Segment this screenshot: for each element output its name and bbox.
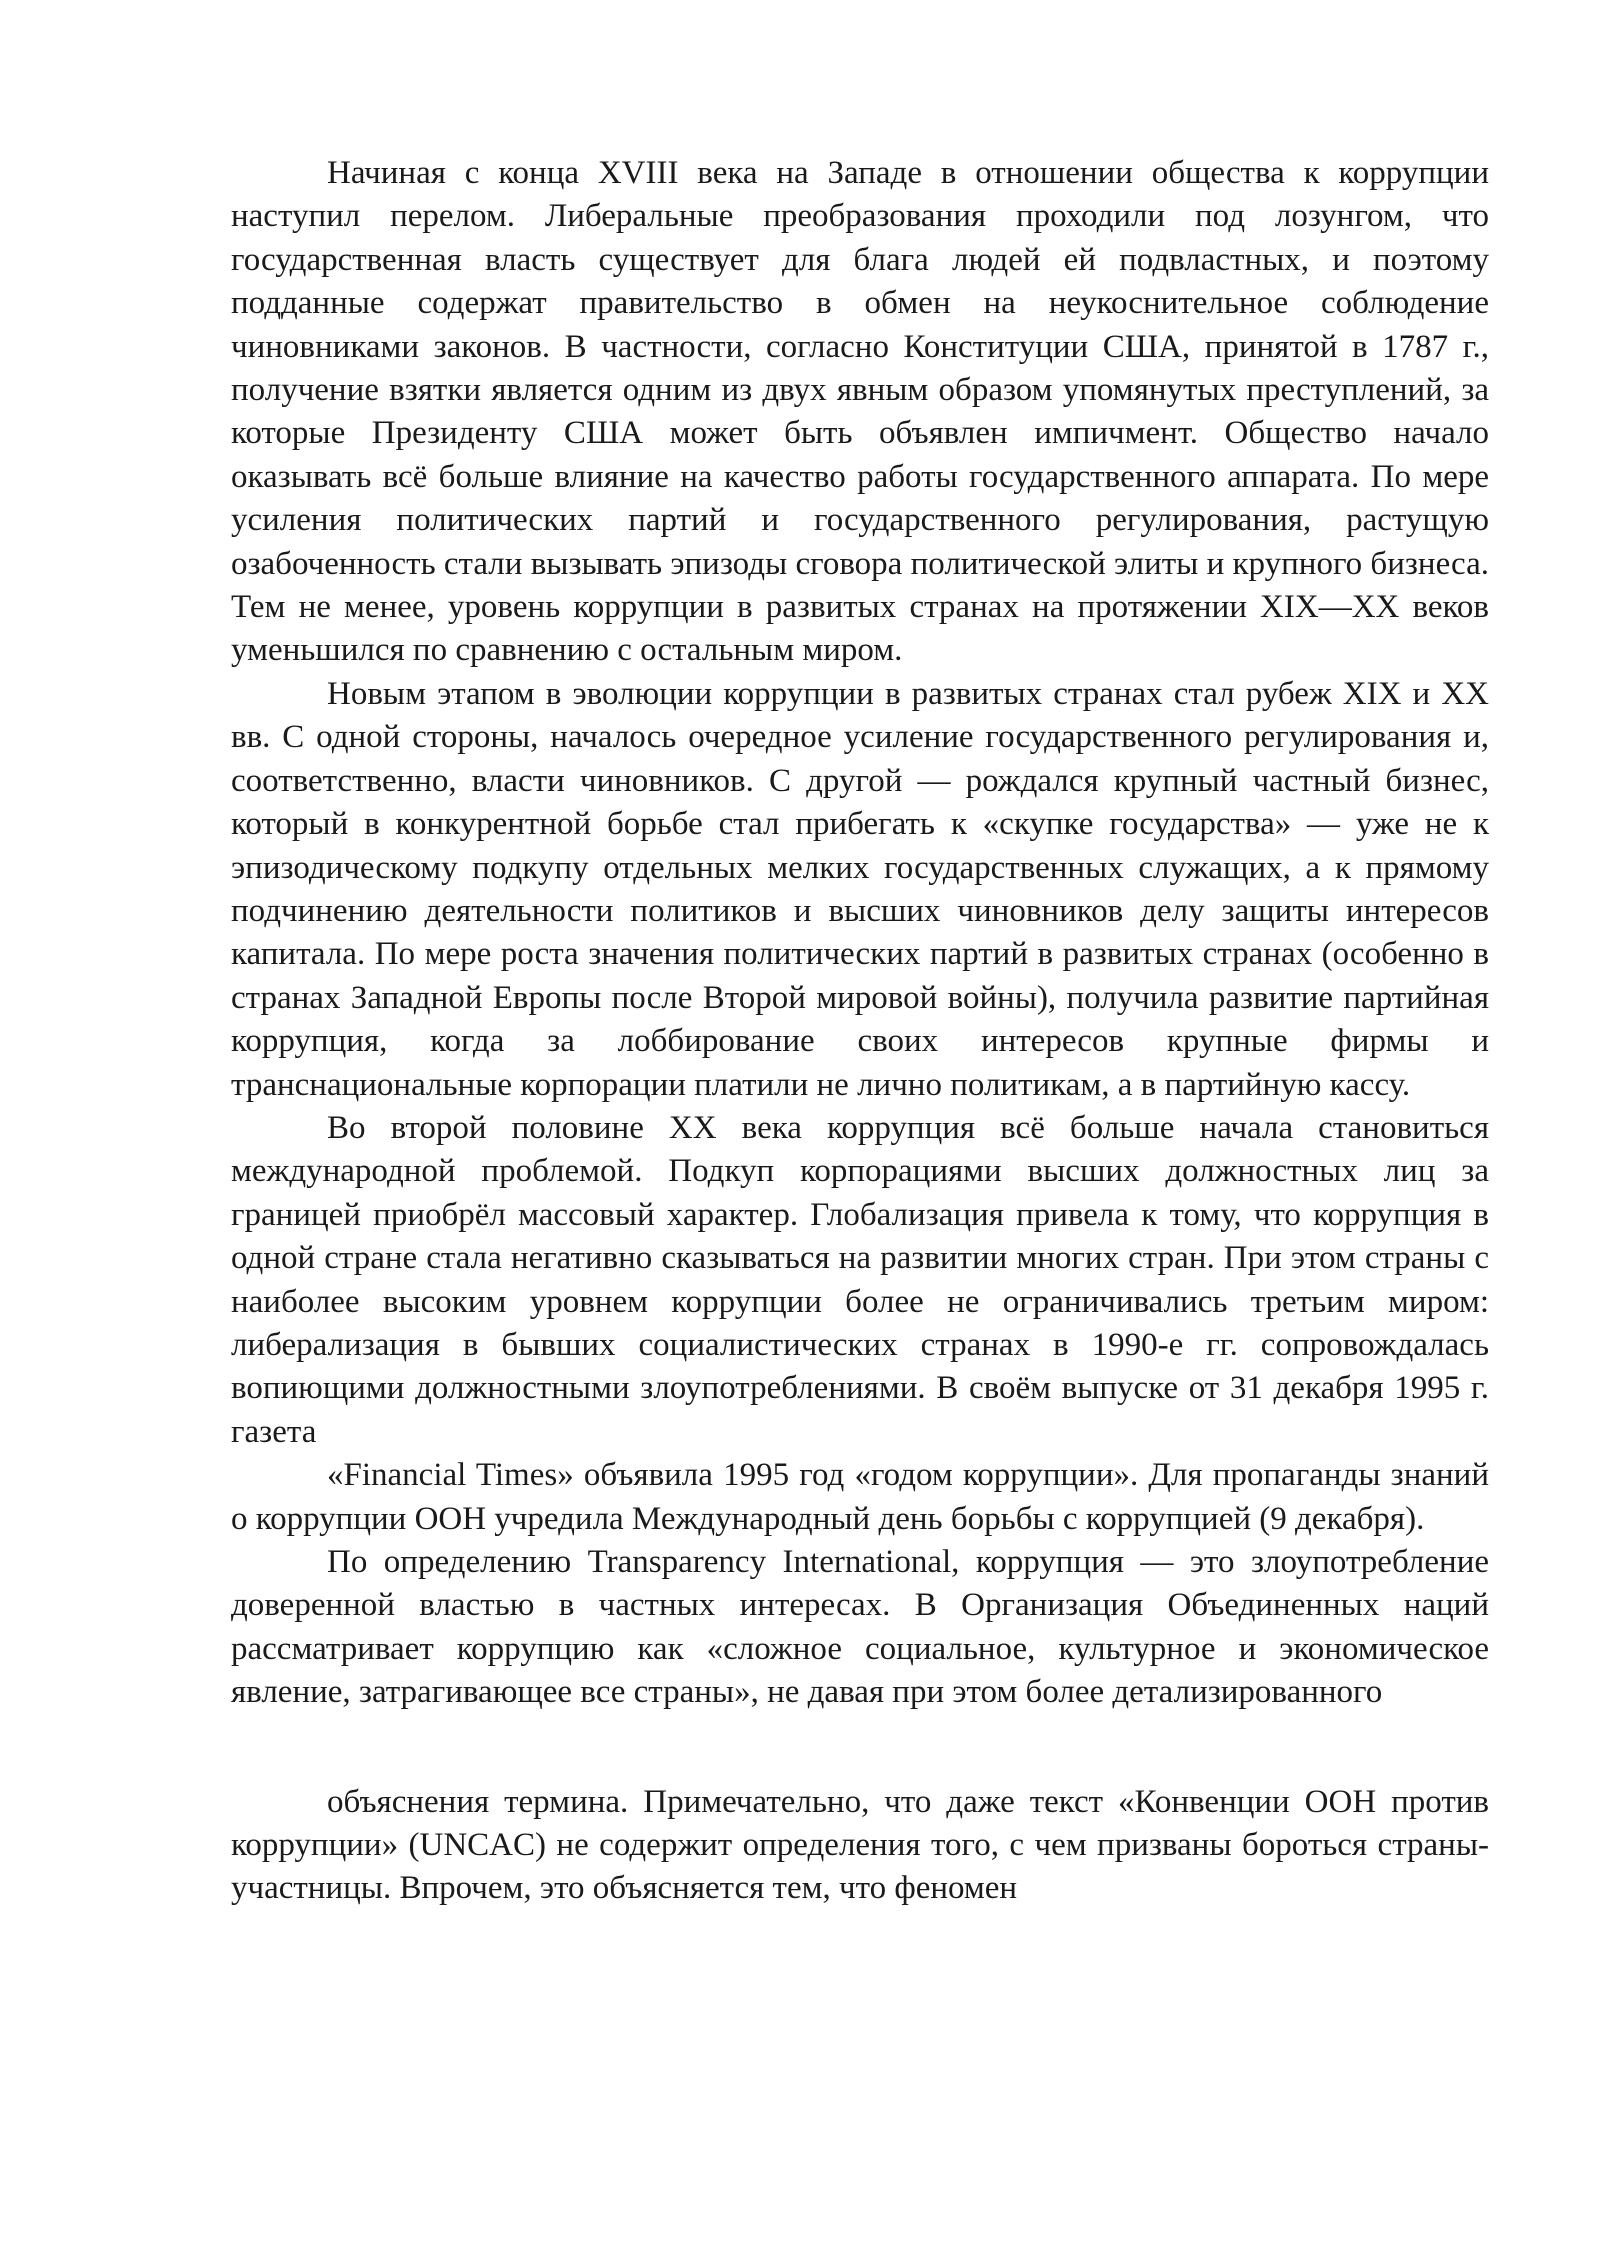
paragraph: объяснения термина. Примечательно, что даже текст «Конвенции ООН против коррупции» (UNCAC) не содержит определения того, с чем призваны бороться страны- участницы. Впрочем, это объясняется тем, что феномен bbox=[231, 1783, 1489, 1907]
paragraph: По определению Transparency International, коррупция — это злоупотребление доверенной властью в частных интересах. В Организация Объединенных наций рассматривает коррупцию как «сложное социальное, культурное и экономическое явление, затрагивающее все страны», не давая при этом более детализированного bbox=[231, 1544, 1489, 1711]
paragraph: Начиная с конца XVIII века на Западе в отношении общества к коррупции наступил перелом. Либеральные преобразования проходили под лозунгом, что государственная власть существует для блага людей ей подвластных, и поэтому подданные содержат правительство в обмен на неукоснительное соблюдение чиновниками законов. В частности, согласно Конституции США, принятой в 1787 г., получение взятки является одним из двух явным образом упомянутых преступлений, за которые Президенту США может быть объявлен импичмент. Общество начало оказывать всё больше влияние на качество работы государственного аппарата. По мере усиления политических партий и государственного регулирования, растущую озабоченность стали вызывать эпизоды сговора политической элиты и крупного бизнеса. Тем не менее, уровень коррупции в развитых странах на протяжении XIX—XX веков уменьшился по сравнению с остальным миром. bbox=[231, 155, 1489, 669]
paragraph: Новым этапом в эволюции коррупции в развитых странах стал рубеж XIX и XX вв. С одной стороны, началось очередное усиление государственного регулирования и, соответственно, власти чиновников. С другой — рождался крупный частный бизнес, который в конкурентной борьбе стал прибегать к «скупке государства» — уже не к эпизодическому подкупу отдельных мелких государственных служащих, а к прямому подчинению деятельности политиков и высших чиновников делу защиты интересов капитала. По мере роста значения политических партий в развитых странах (особенно в странах Западной Европы после Второй мировой войны), получила развитие партийная коррупция, когда за лоббирование своих интересов крупные фирмы и транснациональные корпорации платили не лично политикам, а в партийную кассу. bbox=[231, 675, 1489, 1103]
paragraph: Во второй половине XX века коррупция всё больше начала становиться международной проблемой. Подкуп корпорациями высших должностных лиц за границей приобрёл массовый характер. Глобализация привела к тому, что коррупция в одной стране стала негативно сказываться на развитии многих стран. При этом страны с наиболее высоким уровнем коррупции более не ограничивались третьим миром: либерализация в бывших социалистических странах в 1990-е гг. сопровождалась вопиющими должностными злоупотреблениями. В своём выпуске от 31 декабря 1995 г. газета bbox=[231, 1109, 1489, 1450]
page-break-gap bbox=[231, 1715, 1489, 1781]
paragraph: «Financial Times» объявила 1995 год «годом коррупции». Для пропаганды знаний о коррупции ООН учредила Международный день борьбы с коррупцией (9 декабря). bbox=[231, 1457, 1489, 1537]
document-body bbox=[231, 152, 1489, 1911]
